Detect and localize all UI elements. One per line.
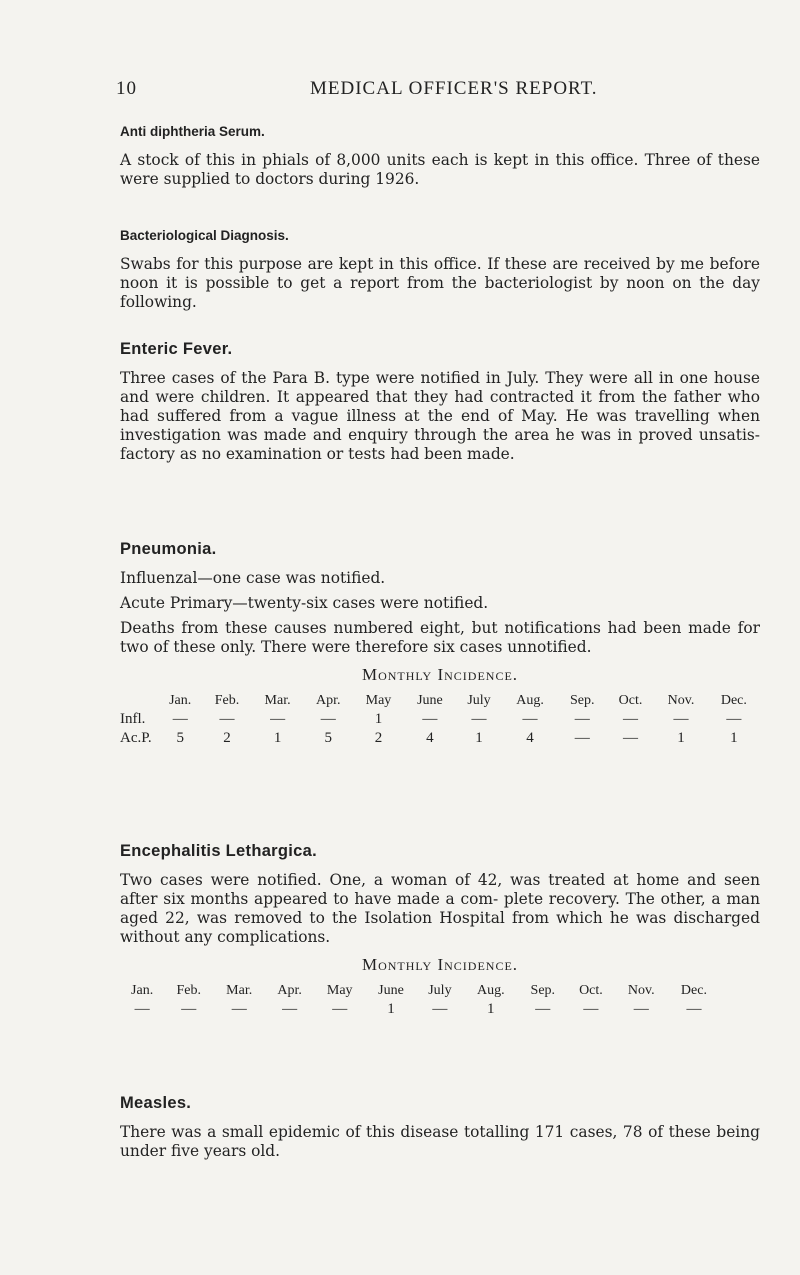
table-cell: — <box>623 711 639 727</box>
month-header: Jan. <box>169 692 192 708</box>
month-header: Mar. <box>264 692 291 708</box>
table-cell: — <box>181 1001 197 1017</box>
section-anti-diphtheria <box>120 124 760 189</box>
month-header: Aug. <box>476 982 505 998</box>
table-cell: — <box>282 1001 298 1017</box>
table-cell: — <box>535 1001 551 1017</box>
running-title: MEDICAL OFFICER'S REPORT. <box>310 78 598 99</box>
table-cell: — <box>673 711 689 727</box>
table-cell: — <box>522 711 538 727</box>
table-header-row <box>120 981 720 1000</box>
pneumonia-incidence-table <box>120 691 760 748</box>
heading-encephalitis: Encephalitis Lethargica. <box>120 842 318 860</box>
month-header: Dec. <box>680 982 707 998</box>
month-header: Feb. <box>176 982 201 998</box>
month-header: Sep. <box>530 982 556 998</box>
table-cell: — <box>574 730 590 746</box>
table-cell: — <box>623 730 639 746</box>
table-cell: — <box>219 711 235 727</box>
heading-pneumonia: Pneumonia. <box>120 540 217 558</box>
heading-bacteriological: Bacteriological Diagnosis. <box>120 228 289 243</box>
para-bacteriological: Swabs for this purpose are kept in this office. If these are received by me before noon it is possible to get a report from the bacteriologist by noon on the day following. <box>120 255 760 311</box>
month-header: June <box>417 692 443 708</box>
para-measles: There was a small epidemic of this disease totalling 171 cases, 78 of these being under five years old. <box>120 1123 760 1160</box>
table-cell: — <box>686 1001 702 1017</box>
month-header: July <box>467 692 491 708</box>
heading-enteric: Enteric Fever. <box>120 340 233 358</box>
table-cell: — <box>726 711 742 727</box>
para-anti-diphtheria: A stock of this in phials of 8,000 units each is kept in this office. Three of these were supplied to doctors during 1926. <box>120 151 760 188</box>
month-header: July <box>428 982 452 998</box>
heading-anti-diphtheria: Anti diphtheria Serum. <box>120 124 265 139</box>
table-cell: 1 <box>387 1001 395 1017</box>
table-cell: 4 <box>526 730 534 746</box>
section-measles <box>120 1094 760 1161</box>
pneumonia-influenzal: Influenzal—one case was notified. <box>120 569 386 587</box>
section-bacteriological <box>120 228 760 312</box>
table-cell: 1 <box>273 730 282 746</box>
month-header: Apr. <box>315 692 341 708</box>
table-row <box>120 710 760 729</box>
para-encephalitis: Two cases were notified. One, a woman of 42, was treated at home and seen after six months appeared to have made a com- plete recovery. The other, a man aged 22, was removed to the Isolation Hospital from which he was discharged without any complications. <box>120 871 760 946</box>
table-cell: — <box>270 711 286 727</box>
section-encephalitis <box>120 842 760 1019</box>
month-header: Nov. <box>667 692 695 708</box>
section-enteric <box>120 340 760 464</box>
pneumonia-acute: Acute Primary—twenty-six cases were notified. <box>120 594 489 612</box>
table-cell: — <box>574 711 590 727</box>
table-row <box>120 1000 720 1019</box>
table-cell: 4 <box>426 730 434 746</box>
table-cell: — <box>422 711 438 727</box>
month-header: Dec. <box>720 692 747 708</box>
month-header: May <box>365 692 392 708</box>
table-header-row <box>120 691 760 710</box>
month-header: Oct. <box>579 982 603 998</box>
table-cell: 5 <box>324 730 332 746</box>
table-cell: 1 <box>475 730 483 746</box>
table-cell: 2 <box>223 730 231 746</box>
table-cell: — <box>432 1001 448 1017</box>
month-header: Aug. <box>516 692 544 708</box>
table-cell: 5 <box>176 730 184 746</box>
table-cell: — <box>471 711 487 727</box>
para-pneumonia: Deaths from these causes numbered eight, but notifications had been made for two of these only. There were therefore six cases unnotified. <box>120 619 760 656</box>
row-label: Infl. <box>120 711 146 727</box>
para-enteric: Three cases of the Para B. type were notified in July. They were all in one house and were children. It appeared that they had contracted it from the father who had suffered from a vague illness at the end of May. He was travelling when investigation was made and enquiry through the area he was in proved unsatis- factory as no examination or tests had been made. <box>120 369 760 463</box>
pneumonia-table-title: Monthly Incidence. <box>361 665 519 684</box>
table-cell: — <box>231 1001 247 1017</box>
table-cell: — <box>320 711 336 727</box>
table-cell: 1 <box>487 1001 495 1017</box>
month-header: June <box>378 982 404 998</box>
page-number: 10 <box>116 78 137 99</box>
row-label: Ac.P. <box>120 730 152 746</box>
month-header: Feb. <box>214 692 240 708</box>
table-cell: — <box>172 711 188 727</box>
table-cell: — <box>583 1001 599 1017</box>
encephalitis-incidence-table <box>120 981 720 1019</box>
encephalitis-table-title: Monthly Incidence. <box>361 955 519 974</box>
table-cell: 1 <box>374 711 383 727</box>
month-header: Sep. <box>569 692 595 708</box>
table-cell: 1 <box>677 730 685 746</box>
section-pneumonia <box>120 540 760 748</box>
month-header: Jan. <box>131 982 154 998</box>
table-cell: — <box>134 1001 150 1017</box>
table-cell: 2 <box>374 730 383 746</box>
table-cell: 1 <box>730 730 738 746</box>
month-header: Oct. <box>618 692 643 708</box>
month-header: May <box>326 982 353 998</box>
month-header: Mar. <box>226 982 253 998</box>
table-cell: — <box>633 1001 649 1017</box>
table-cell: — <box>332 1001 348 1017</box>
table-row <box>120 729 760 748</box>
month-header: Apr. <box>277 982 302 998</box>
month-header: Nov. <box>627 982 655 998</box>
heading-measles: Measles. <box>120 1094 192 1112</box>
